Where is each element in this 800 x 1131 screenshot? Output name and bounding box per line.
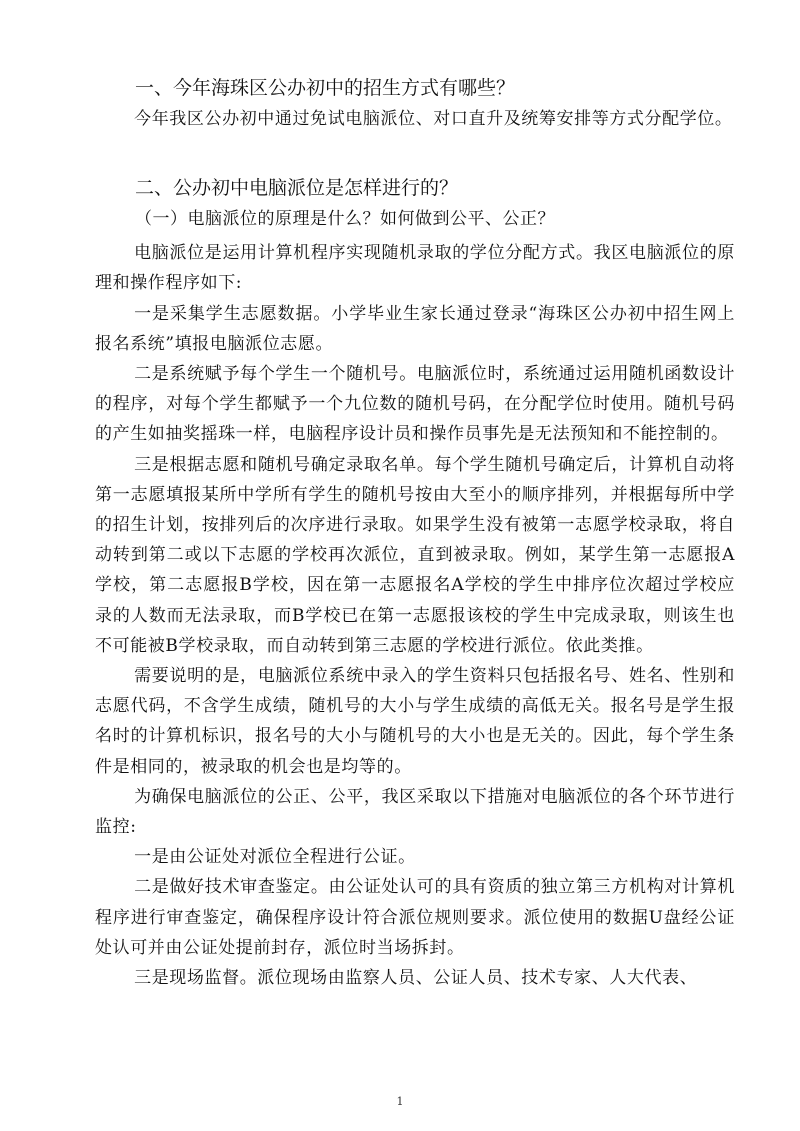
- page-number: 1: [396, 1095, 404, 1108]
- paragraph: 电脑派位是运用计算机程序实现随机录取的学位分配方式。我区电脑派位的原理和操作程序如下:: [95, 243, 735, 294]
- paragraph: 二是系统赋予每个学生一个随机号。电脑派位时，系统通过运用随机函数设计的程序，对每个学生都赋予一个九位数的随机号码，在分配学位时使用。随机号码的产生如抽奖摇珠一样，电脑程序设计员和操作员事先是无法预知和不能控制的。: [95, 364, 735, 445]
- paragraph: 为确保电脑派位的公正、公平，我区采取以下措施对电脑派位的各个环节进行监控:: [95, 786, 735, 838]
- paragraph: 需要说明的是，电脑派位系统中录入的学生资料只包括报名号、姓名、性别和志愿代码，不含学生成绩，随机号的大小与学生成绩的高低无关。报名号是学生报名时的计算机标识，报名号的大小与随机号的大小也是无关的。因此，每个学生条件是相同的，被录取的机会也是均等的。: [95, 666, 735, 777]
- paragraph: 三是根据志愿和随机号确定录取名单。每个学生随机号确定后，计算机自动将第一志愿填报某所中学所有学生的随机号按由大至小的顺序排列，并根据每所中学的招生计划，按排列后的次序进行录取。如果学生没有被第一志愿学校录取，将自动转到第二或以下志愿的学校再次派位，直到被录取。例如，某学生第一志愿报A学校，第二志愿报B学校，因在第一志愿报名A学校的学生中排序位次超过学校应录的人数而无法录取，而B学校已在第一志愿报该校的学生中完成录取，则该生也不可能被B学校录取，而自动转到第三志愿的学校进行派位。依此类推。: [95, 454, 735, 656]
- section1-paragraph: 今年我区公办初中通过免试电脑派位、对口直升及统筹安排等方式分配学位。: [134, 109, 733, 129]
- document-body: [95, 72, 735, 993]
- paragraph: 三是现场监督。派位现场由监察人员、公证人员、技术专家、人大代表、: [134, 968, 698, 989]
- paragraph: 一是由公证处对派位全程进行公证。: [134, 847, 416, 868]
- section1-heading: 一、今年海珠区公办初中的招生方式有哪些？: [135, 77, 516, 99]
- section2-heading: 二、公办初中电脑派位是怎样进行的？: [135, 177, 459, 200]
- section2-subheading: （一）电脑派位的原理是什么？如何做到公平、公正？: [135, 209, 555, 230]
- paragraph: 一是采集学生志愿数据。小学毕业生家长通过登录“海珠区公办初中招生网上报名系统”填报电脑派位志愿。: [95, 303, 735, 354]
- paragraph: 二是做好技术审查鉴定。由公证处认可的具有资质的独立第三方机构对计算机程序进行审查鉴定，确保程序设计符合派位规则要求。派位使用的数据U盘经公证处认可并由公证处提前封存，派位时当场拆封。: [95, 877, 735, 958]
